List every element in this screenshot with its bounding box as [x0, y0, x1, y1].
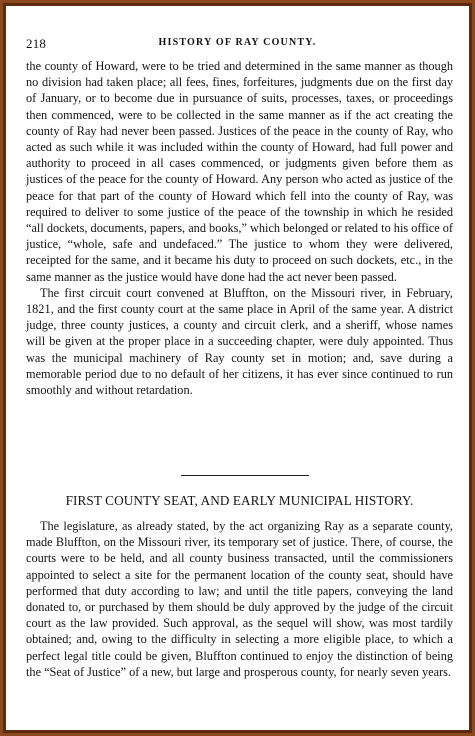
book-page [6, 6, 469, 730]
running-head [26, 36, 449, 52]
paragraph-circuit-court: The first circuit court convened at Bluffton, on the Missouri river, in February, 1821, and the first county court at the same place in April of the same year. A district judge, three county justices, a county and circuit clerk, and a sheriff, whose names will be given at the proper place in a succeeding chapter, were duly appointed. Thus was the municipal machinery of Ray county set in motion; and, save during a memorable period due to no default of her citizens, it has ever since continued to run smoothly and without retardation. [26, 285, 453, 398]
paragraph-county-seat: The legislature, as already stated, by the act organizing Ray as a separate county, made Bluffton, on the Missouri river, its temporary set of justice. There, of course, the courts were to be held, and all county business transacted, until the commissioners appointed to select a site for the permanent location of the county seat, should have performed that duty according to law; and until the title papers, conveying the land donated to, or purchased by them should be duly approved by the judge of the circuit court as the law provided. Such approval, as the sequel will show, was most tardily obtained; and, owing to the difficulty in selecting a more eligible place, to which a perfect legal title could be given, Bluffton continued to enjoy the distinction of being the “Seat of Justice” of a new, but large and prosperous county, for nearly seven years. [26, 519, 453, 679]
running-title: HISTORY OF RAY COUNTY. [158, 37, 317, 48]
page-number: 218 [26, 36, 47, 51]
section-text [26, 518, 453, 680]
paragraph-continued: the county of Howard, were to be tried and determined in the same manner as though no division had taken place; all fees, fines, forfeitures, judgments due on the first day of January, or to become due in pursuance of suits, processes, taxes, or proceedings then commenced, were to be collected in the same manner as if the act creating the county of Ray had never been passed. Justices of the peace in the county of Ray, who acted as such while it was included within the county of Howard, had full power and authority to proceed in all cases commenced, or judgments given before them as justices of the peace for the county of Howard. Any person who acted as justice of the peace for that part of the county of Howard which fell into the county of Ray, was required to deliver to some justice of the peace of the township in which he resided “all dockets, documents, papers, and books,” which belonged or related to his office of justice, “whole, safe and undefaced.” The justice to whom they were delivered, receipted for the same, and it became his duty to proceed on such dockets, etc., in the same manner as the justice would have done had the act never been passed. [26, 59, 453, 284]
body-text [26, 58, 453, 398]
section-divider [181, 475, 309, 476]
section-heading: FIRST COUNTY SEAT, AND EARLY MUNICIPAL HISTORY. [65, 493, 414, 508]
page-frame-inner [3, 3, 472, 733]
